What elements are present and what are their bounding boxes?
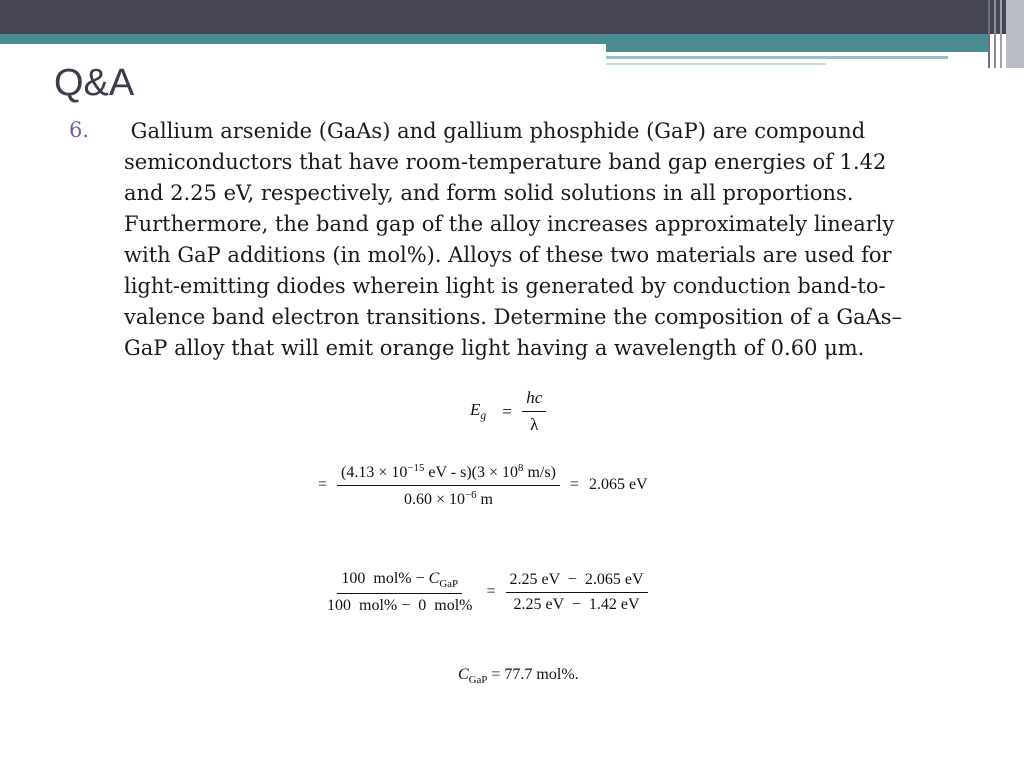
header-accent-line-2 (606, 63, 826, 65)
eq2-den-b: m (476, 490, 493, 508)
eq1-equals: = (502, 401, 513, 421)
eq1-denominator: λ (530, 415, 539, 434)
eq4-c: C (458, 666, 469, 683)
paragraph-line: GaP alloy that will emit orange light having a wavelength of 0.60 μm. (124, 336, 865, 360)
eq3-lnum-sub: GaP (439, 577, 459, 590)
eq4-sub: GaP (468, 673, 488, 686)
eq2-num-c: m/s) (523, 463, 556, 481)
eq3-rnum: 2.25 eV − 2.065 eV (506, 571, 648, 593)
equation-composition-ratio (323, 570, 648, 615)
paragraph-line: light-emitting diodes wherein light is generated by conduction band-to- (124, 274, 886, 298)
header-accent-line (606, 56, 948, 59)
eq2-den-a: 0.60 × 10 (403, 490, 465, 508)
paragraph-line: semiconductors that have room-temperature band gap energies of 1.42 (124, 150, 887, 174)
eq2-equals: = (569, 476, 579, 494)
paragraph-line: Furthermore, the band gap of the alloy increases approximately linearly (124, 212, 895, 236)
equation-result (458, 666, 579, 686)
paragraph-line: and 2.25 eV, respectively, and form solid solutions in all proportions. (124, 181, 854, 205)
eq1-numerator: hc (522, 388, 546, 412)
eq2-num-a-exp: −15 (407, 462, 425, 474)
header-teal-stripe-left (0, 34, 606, 44)
slide-title: Q&A (54, 62, 135, 104)
header-teal-stripe-right (606, 34, 988, 52)
eq2-num-b-exp: 8 (518, 462, 524, 474)
eq2-lead: = (318, 476, 328, 494)
eq3-lnum-a: 100 mol% − (341, 570, 429, 587)
eq2-result: 2.065 eV (588, 476, 648, 494)
eq3-equals: = (486, 583, 496, 601)
paragraph-line: with GaP additions (in mol%). Alloys of these two materials are used for (124, 243, 892, 267)
paragraph-line: valence band electron transitions. Determine the composition of a GaAs– (124, 305, 903, 329)
eq3-lnum-c: C (428, 570, 440, 587)
header-dark-bar (0, 0, 1024, 34)
eq3-lden: 100 mol% − 0 mol% (327, 596, 473, 614)
equation-band-gap-value (318, 462, 654, 509)
question-paragraph (124, 116, 954, 364)
eq2-den-exp: −6 (464, 488, 477, 501)
paragraph-line: Gallium arsenide (GaAs) and gallium phosphide (GaP) are compound (124, 119, 866, 143)
eq1-lhs: E (470, 400, 481, 420)
eq3-rden: 2.25 eV − 1.42 eV (513, 595, 640, 613)
equation-band-gap (470, 388, 546, 435)
list-item-number: 6. (69, 118, 90, 142)
header-side-bars (988, 0, 1024, 68)
eq2-num-b: eV - s)(3 × 10 (424, 463, 519, 481)
eq2-num-a: (4.13 × 10 (341, 463, 408, 481)
eq4-rest: = 77.7 mol%. (487, 666, 579, 683)
eq1-lhs-sub: g (480, 409, 487, 423)
